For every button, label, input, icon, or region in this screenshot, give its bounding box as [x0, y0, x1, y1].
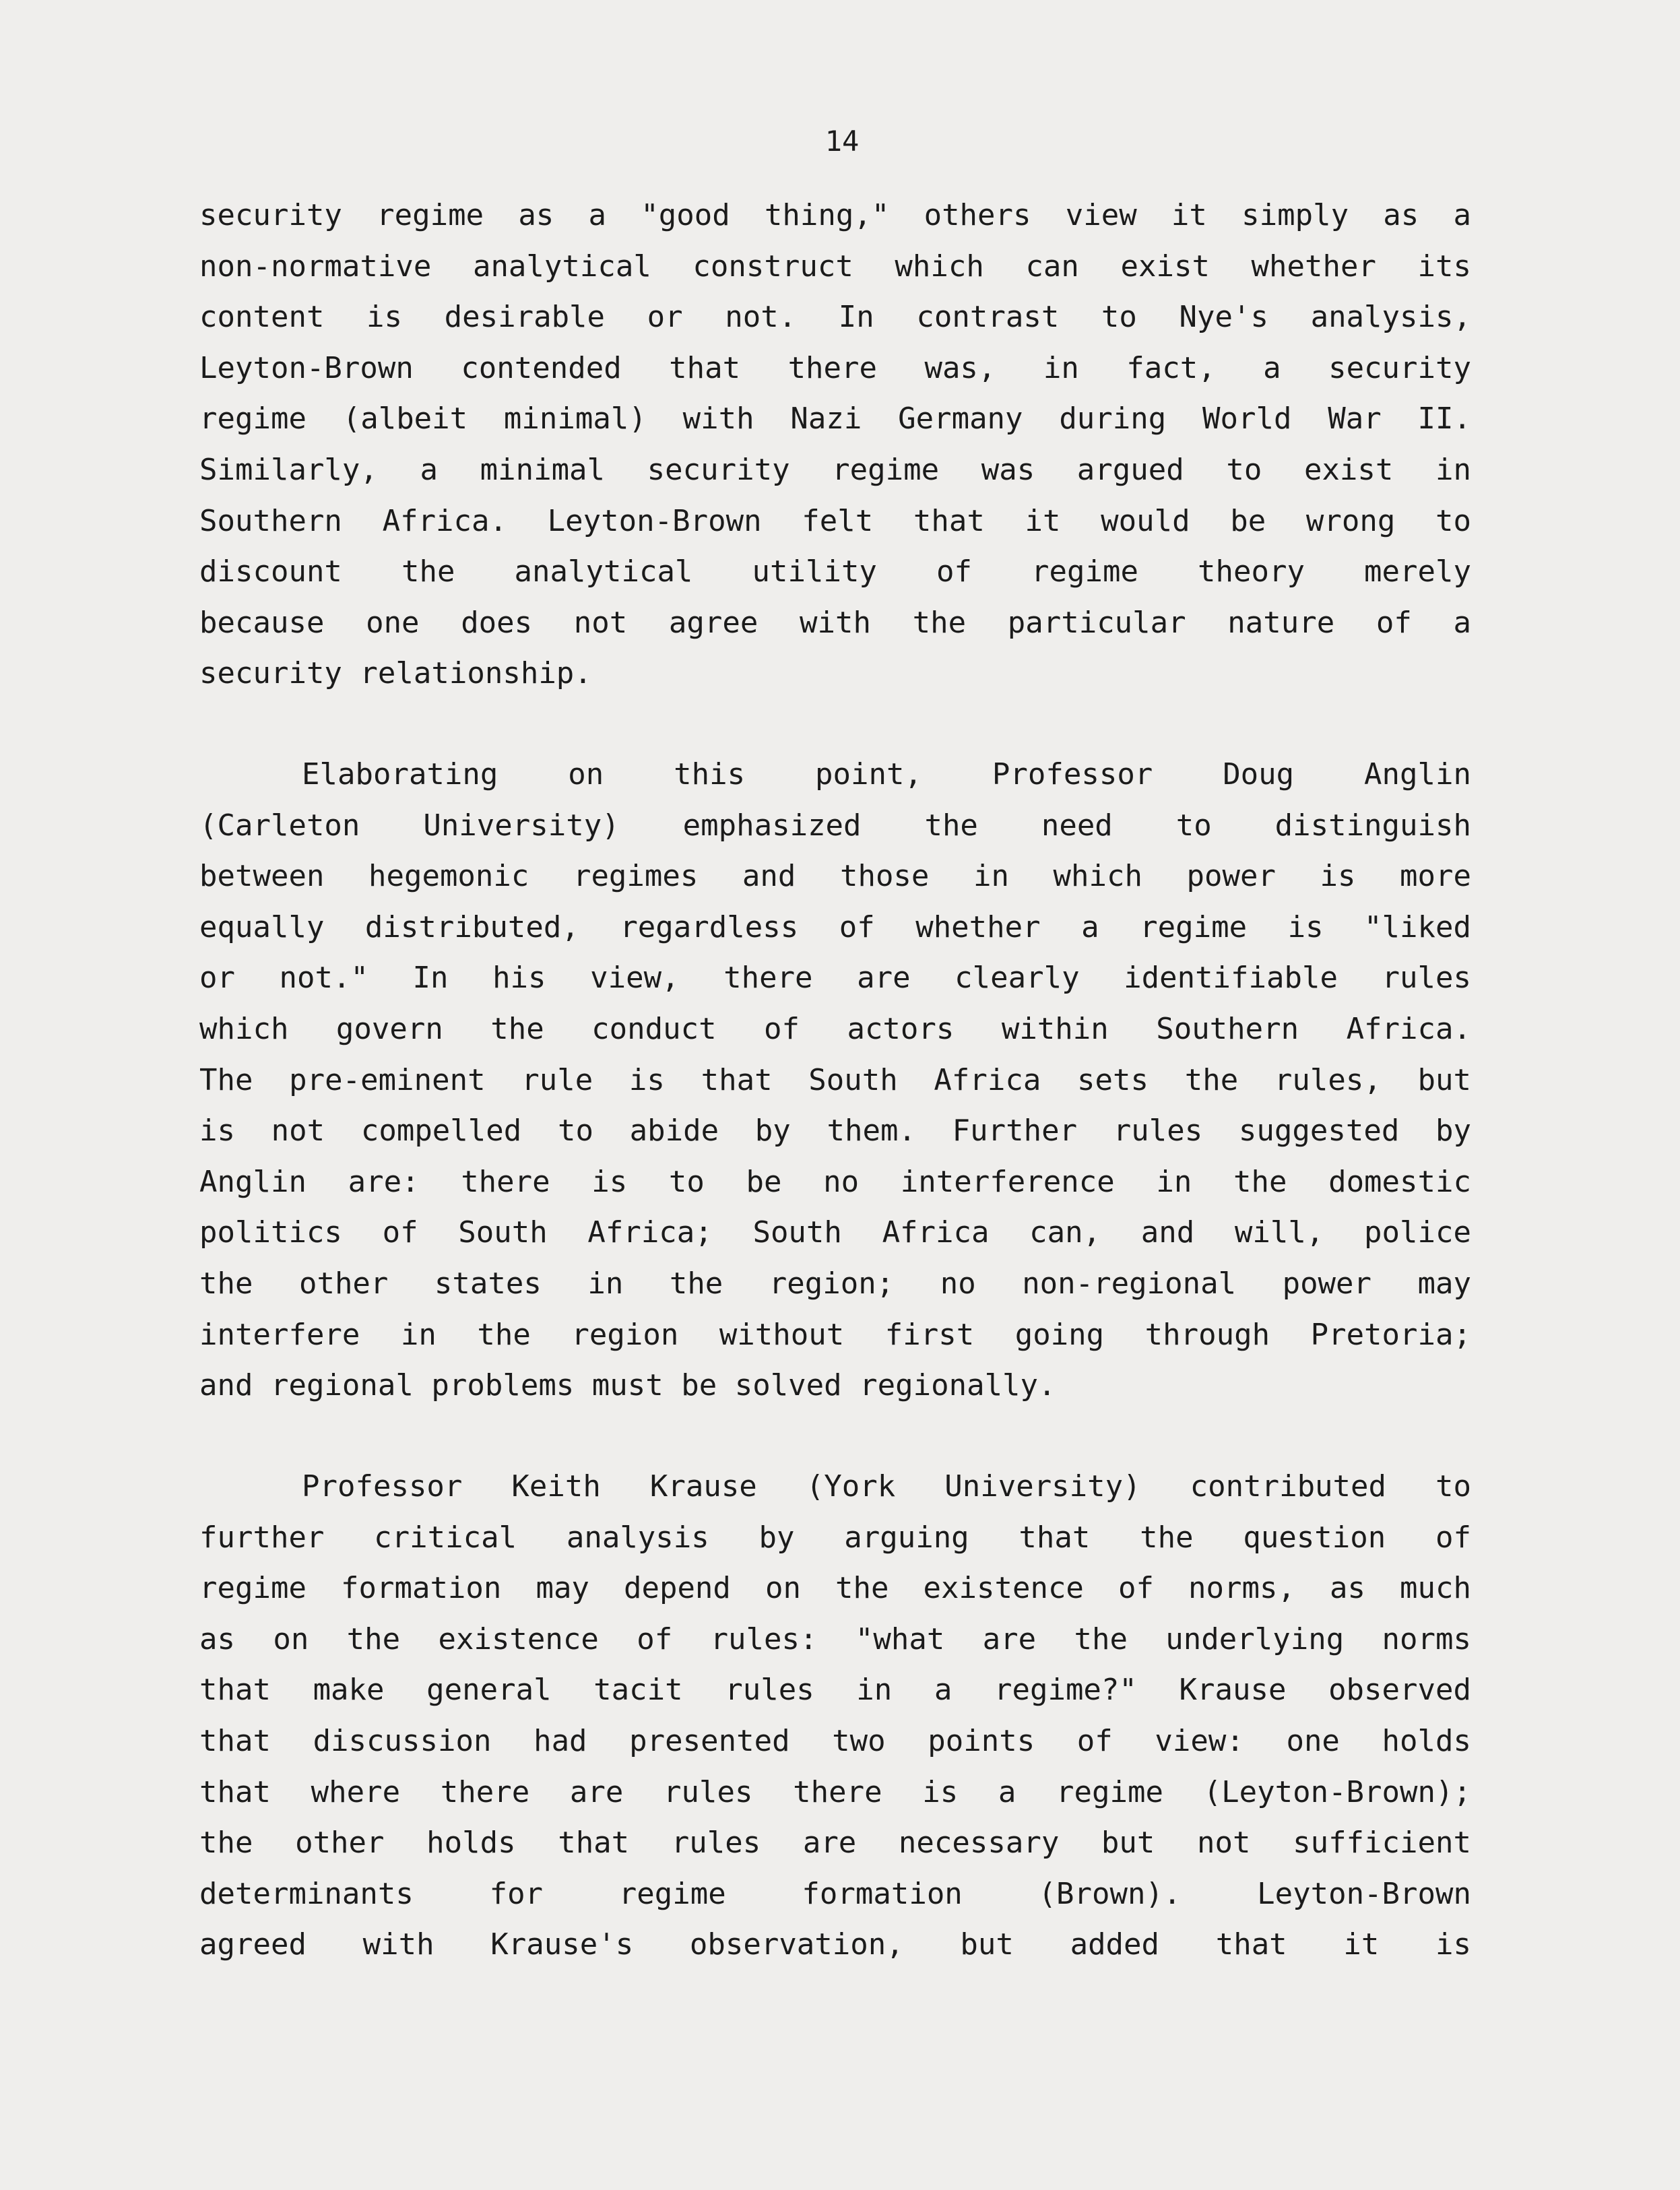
text-line: that discussion had presented two points of view: one holds [199, 1723, 1471, 1758]
text-line: Elaborating on this point, Professor Doug Anglin [302, 757, 1471, 792]
text-line: Anglin are: there is to be no interference in the domestic [199, 1164, 1471, 1199]
text-line: interfere in the region without first going through Pretoria; [199, 1317, 1471, 1352]
text-line: security regime as a "good thing," others view it simply as a [199, 198, 1471, 232]
text-line: agreed with Krause's observation, but added that it is [199, 1927, 1471, 1962]
text-line: politics of South Africa; South Africa can, and will, police [199, 1215, 1471, 1250]
text-line: content is desirable or not. In contrast to Nye's analysis, [199, 300, 1471, 335]
paragraph-1 [199, 190, 1471, 699]
text-line: that make general tacit rules in a regime?" Krause observed [199, 1673, 1471, 1708]
text-line: or not." In his view, there are clearly identifiable rules [199, 961, 1471, 996]
page-number: 14 [825, 125, 860, 158]
text-line: further critical analysis by arguing that the question of [199, 1520, 1471, 1555]
text-line: Similarly, a minimal security regime was argued to exist in [199, 452, 1471, 487]
text-line: Professor Keith Krause (York University) contributed to [302, 1469, 1471, 1504]
text-line: which govern the conduct of actors within Southern Africa. [199, 1011, 1471, 1046]
text-line: is not compelled to abide by them. Further rules suggested by [199, 1114, 1471, 1149]
text-line: between hegemonic regimes and those in which power is more [199, 859, 1471, 894]
text-line: the other holds that rules are necessary but not sufficient [199, 1826, 1471, 1861]
text-line: security relationship. [199, 656, 592, 691]
text-line: (Carleton University) emphasized the need to distinguish [199, 808, 1471, 843]
text-line: determinants for regime formation (Brown). Leyton-Brown [199, 1876, 1471, 1911]
text-line: regime (albeit minimal) with Nazi Germany during World War II. [199, 401, 1471, 437]
text-line: discount the analytical utility of regime theory merely [199, 554, 1471, 589]
text-line: and regional problems must be solved regionally. [199, 1368, 1056, 1403]
paragraph-3 [199, 1461, 1471, 1970]
text-line: regime formation may depend on the existence of norms, as much [199, 1571, 1471, 1606]
text-line: Leyton-Brown contended that there was, in fact, a security [199, 350, 1471, 385]
text-line: that where there are rules there is a regime (Leyton-Brown); [199, 1774, 1471, 1809]
text-line: Southern Africa. Leyton-Brown felt that it would be wrong to [199, 503, 1471, 538]
text-line: The pre-eminent rule is that South Africa sets the rules, but [199, 1062, 1471, 1097]
text-line: non-normative analytical construct which can exist whether its [199, 249, 1471, 284]
text-line: the other states in the region; no non-regional power may [199, 1266, 1471, 1301]
paragraph-2 [199, 749, 1471, 1411]
text-line: equally distributed, regardless of whether a regime is "liked [199, 909, 1471, 944]
text-line: as on the existence of rules: "what are the underlying norms [199, 1621, 1471, 1656]
text-line: because one does not agree with the particular nature of a [199, 605, 1471, 640]
